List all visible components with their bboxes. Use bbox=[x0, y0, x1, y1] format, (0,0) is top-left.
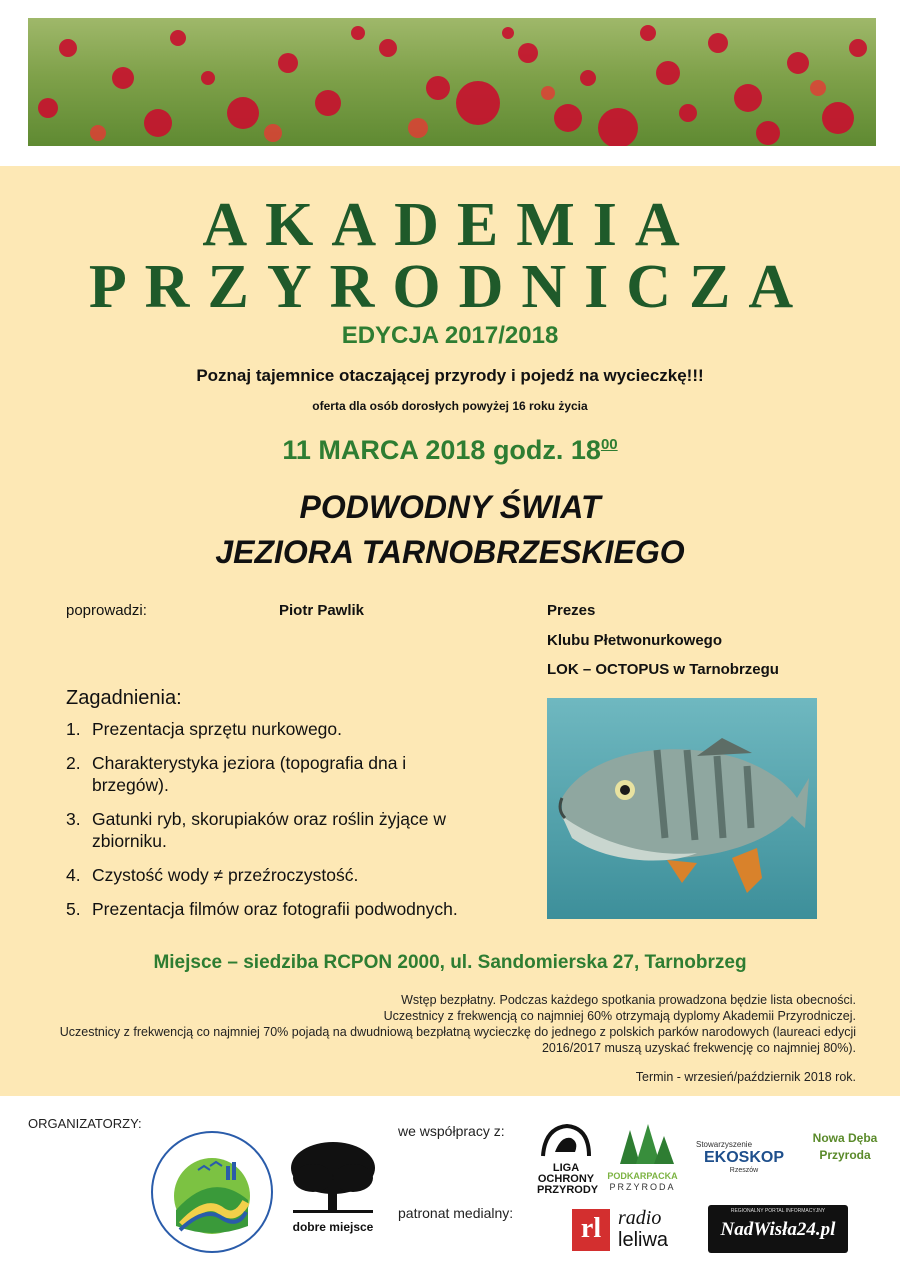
podkarpacka-logo bbox=[600, 1122, 685, 1192]
audience-note: oferta dla osób dorosłych powyżej 16 roku życia bbox=[312, 399, 588, 413]
lop-line1: LIGA bbox=[552, 1162, 580, 1174]
host-role-1: Prezes bbox=[547, 602, 596, 619]
note-2: Uczestnicy z frekwencją co najmniej 60% otrzymają dyplomy Akademii Przyrodniczej. bbox=[383, 1009, 856, 1023]
title-przyrodnicza: PRZYRODNICZA bbox=[88, 253, 812, 321]
tagline: Poznaj tajemnice otaczającej przyrody i pojedź na wycieczkę!!! bbox=[196, 366, 704, 385]
edition: EDYCJA 2017/2018 bbox=[341, 322, 559, 349]
trip-term: Termin - wrzesień/październik 2018 rok. bbox=[635, 1070, 856, 1084]
radio-leliwa-logo bbox=[570, 1205, 680, 1255]
nowa-deba-line1: Nowa Dęba bbox=[812, 1131, 878, 1145]
note-1: Wstęp bezpłatny. Podczas każdego spotkania prowadzona będzie lista obecności. bbox=[401, 993, 856, 1007]
bird-icon bbox=[537, 1122, 595, 1158]
issues-title: Zagadnienia: bbox=[66, 687, 182, 709]
lop-line2: OCHRONY bbox=[537, 1173, 595, 1185]
nadwisla24-small: REGIONALNY PORTAL INFORMACYJNY bbox=[730, 1208, 826, 1214]
event-date bbox=[0, 435, 900, 466]
event-time-minutes: 00 bbox=[600, 436, 618, 453]
host-label: poprowadzi: bbox=[66, 602, 147, 619]
ekoskop-city: Rzeszów bbox=[729, 1167, 759, 1174]
topic-line2: JEZIORA TARNOBRZESKIEGO bbox=[215, 534, 685, 570]
podkarpacka-line2: PRZYRODA bbox=[609, 1182, 676, 1192]
list-item: 5. Prezentacja filmów oraz fotografii podwodnych. bbox=[66, 899, 458, 919]
perch-fish-image bbox=[547, 698, 817, 919]
issues-list bbox=[66, 718, 546, 920]
list-item: 3. Gatunki ryb, skorupiaków oraz roślin żyjące w zbiorniku. bbox=[66, 809, 447, 851]
topic-line1: PODWODNY ŚWIAT bbox=[299, 489, 601, 525]
ekoskop-small: Stowarzyszenie bbox=[696, 1140, 753, 1149]
media-label: patronat medialny: bbox=[398, 1205, 514, 1221]
nowa-deba-logo bbox=[800, 1130, 890, 1164]
radio-leliwa-mark: rl bbox=[572, 1209, 610, 1251]
notes bbox=[56, 992, 856, 1056]
note-3: Uczestnicy z frekwencją co najmniej 70% pojadą na dwudniową bezpłatną wycieczkę do jednego z polskich parków narodowych (laureaci edycji 2016/2017 muszą uzyskać frekwencję co najmniej 80%). bbox=[59, 1025, 856, 1055]
list-item: 2. Charakterystyka jeziora (topografia dna i brzegów). bbox=[66, 753, 407, 795]
lop-line3: PRZYRODY bbox=[537, 1184, 599, 1196]
poppy-field-image bbox=[28, 18, 876, 146]
host-role-2: Klubu Płetwonurkowego bbox=[547, 632, 722, 649]
rcpon-logo bbox=[150, 1130, 275, 1255]
rcpon-logo-image bbox=[150, 1130, 275, 1255]
ekoskop-logo bbox=[696, 1140, 792, 1180]
coop-label: we współpracy z: bbox=[398, 1123, 505, 1139]
fish-photo bbox=[547, 698, 817, 919]
podkarpacka-line1: PODKARPACKA bbox=[607, 1171, 678, 1181]
poppy-banner bbox=[28, 18, 876, 146]
forest-icon bbox=[600, 1122, 685, 1166]
event-date-text: 11 MARCA 2018 godz. 18 bbox=[282, 435, 601, 465]
tree-icon bbox=[283, 1140, 383, 1215]
list-item: 1. Prezentacja sprzętu nurkowego. bbox=[66, 719, 342, 739]
dobre-miejsce-logo bbox=[283, 1140, 383, 1235]
ekoskop-name: EKOSKOP bbox=[703, 1149, 784, 1166]
radio-leliwa-line1: radio bbox=[618, 1207, 662, 1229]
radio-leliwa-line2: leliwa bbox=[618, 1229, 669, 1251]
event-place: Miejsce – siedziba RCPON 2000, ul. Sandomierska 27, Tarnobrzeg bbox=[153, 952, 747, 973]
dobre-miejsce-text: dobre miejsce bbox=[292, 1220, 374, 1234]
host-name: Piotr Pawlik bbox=[279, 602, 365, 619]
title-akademia: AKADEMIA bbox=[202, 191, 698, 259]
list-item: 4. Czystość wody ≠ przeźroczystość. bbox=[66, 865, 359, 885]
organizers-label: ORGANIZATORZY: bbox=[28, 1116, 142, 1131]
host-role-3: LOK – OCTOPUS w Tarnobrzegu bbox=[547, 661, 779, 678]
nadwisla24-logo bbox=[708, 1205, 848, 1253]
nadwisla24-name: NadWisła24.pl bbox=[720, 1219, 836, 1240]
lop-logo bbox=[537, 1122, 599, 1196]
nowa-deba-line2: Przyroda bbox=[819, 1148, 871, 1162]
